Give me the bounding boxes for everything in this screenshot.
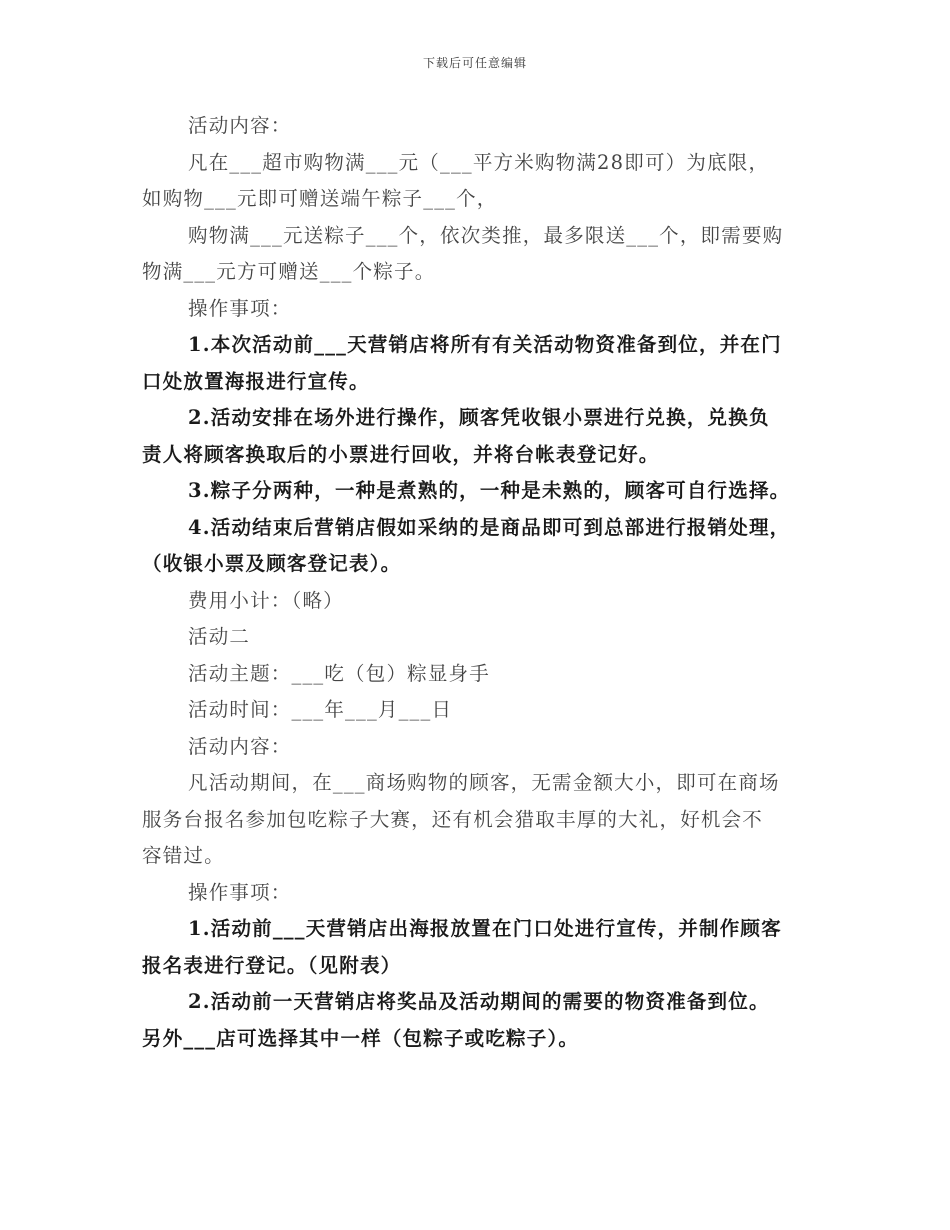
numbered-item-line: 4.活动结束后营销店假如采纳的是商品即可到总部进行报销处理， [188, 515, 791, 539]
section-heading-operation-items: 操作事项： [188, 296, 292, 320]
activity-time: 活动时间：___年___月___日 [188, 698, 453, 721]
numbered-item-line: （收银小票及顾客登记表）。 [142, 552, 402, 575]
paragraph-line: 如购物___元即可赠送端午粽子___个， [142, 187, 498, 210]
section-heading-activity-content: 活动内容： [188, 114, 292, 137]
paragraph-line: 物满___元方可赠送___个粽子。 [142, 260, 436, 283]
page-header: 下载后可任意编辑 [422, 56, 527, 70]
numbered-item-line: 责人将顾客换取后的小票进行回收，并将台帐表登记好。 [142, 442, 660, 466]
numbered-item-line: 1.本次活动前___天营销店将所有有关活动物资准备到位，并在门 [188, 333, 782, 356]
paragraph-line: 凡在___超市购物满___元（___平方米购物满28即可）为底限， [188, 150, 770, 174]
section-heading-activity-content: 活动内容： [188, 734, 292, 758]
numbered-item-line: 3.粽子分两种，一种是煮熟的，一种是未熟的，顾客可自行选择。 [188, 479, 791, 502]
numbered-item-line: 2.活动前一天营销店将奖品及活动期间的需要的物资准备到位。 [188, 990, 770, 1013]
paragraph-line: 购物满___元送粽子___个，依次类推，最多限送___个，即需要购 [188, 223, 784, 247]
numbered-item-line: 口处放置海报进行宣传。 [142, 369, 370, 393]
paragraph-line: 容错过。 [142, 844, 225, 867]
section-heading-activity-two: 活动二 [188, 625, 251, 648]
paragraph-line: 凡活动期间，在___商场购物的顾客，无需金额大小，即可在商场 [188, 771, 780, 794]
numbered-item-line: 2.活动安排在场外进行操作，顾客凭收银小票进行兑换，兑换负 [188, 406, 770, 429]
numbered-item-line: 报名表进行登记。（见附表） [142, 953, 402, 977]
document-body [142, 108, 810, 1057]
section-heading-operation-items: 操作事项： [188, 880, 292, 904]
numbered-item-line: 另外___店可选择其中一样（包粽子或吃粽子）。 [142, 1026, 580, 1050]
numbered-item-line: 1.活动前___天营销店出海报放置在门口处进行宣传，并制作顾客 [188, 917, 782, 940]
paragraph-line: 服务台报名参加包吃粽子大赛，还有机会猎取丰厚的大礼，好机会不 [142, 807, 764, 831]
activity-theme: 活动主题：___吃（包）粽显身手 [188, 661, 490, 685]
cost-subtotal: 费用小计：（略） [188, 588, 344, 612]
